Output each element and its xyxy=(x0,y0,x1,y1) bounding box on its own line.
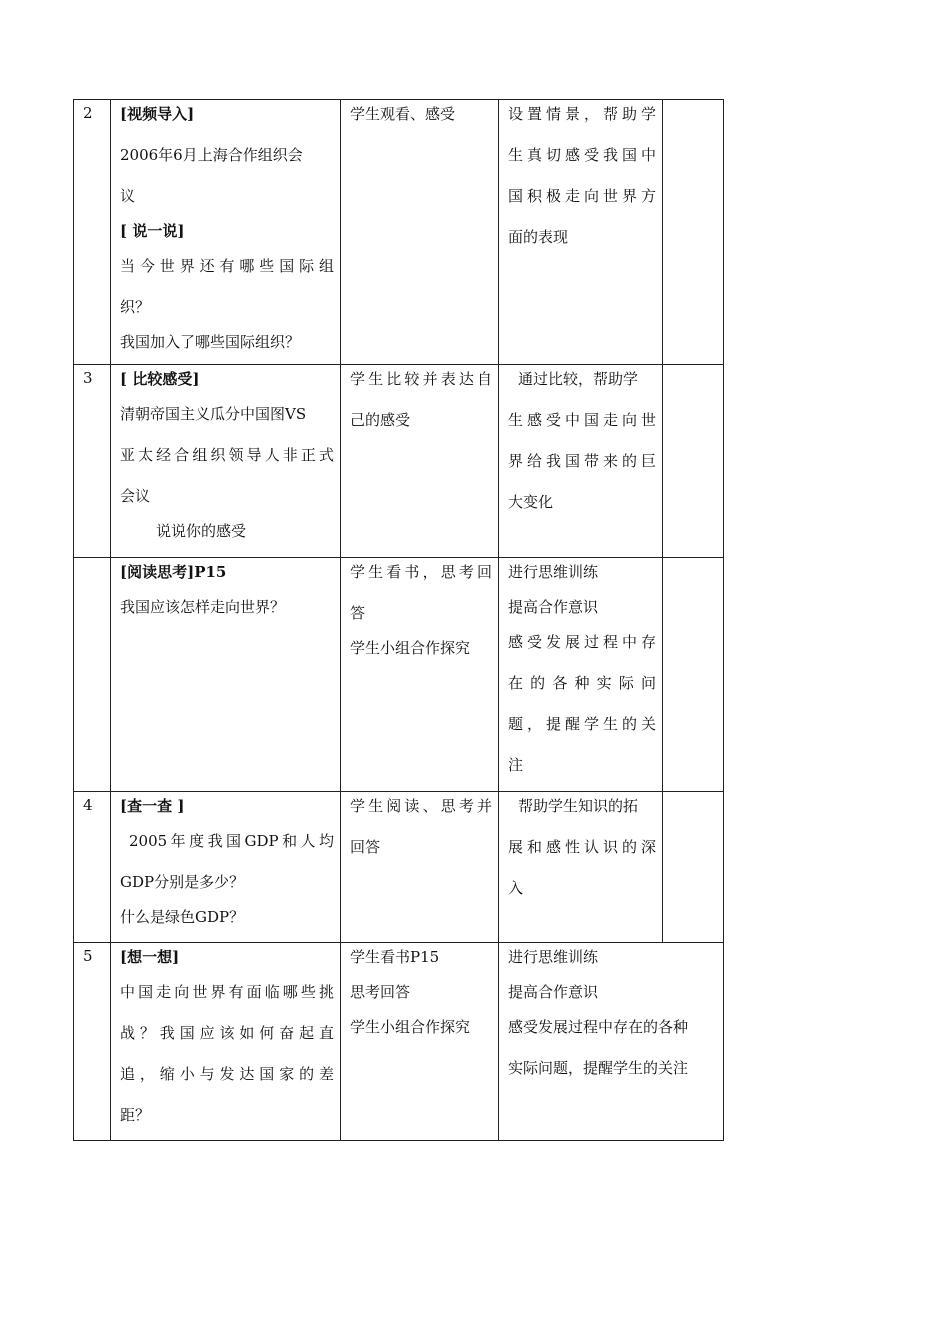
content-line: 说说你的感受 xyxy=(156,522,247,540)
content-line: 会议 xyxy=(120,487,151,505)
section-heading: [查一查 ] xyxy=(120,797,185,815)
content-line: 清朝帝国主义瓜分中国图VS xyxy=(120,405,307,423)
content-cell xyxy=(111,943,341,1141)
content-line: 追，缩小与发达国家的差 xyxy=(120,1065,334,1083)
section-heading: [ 说一说] xyxy=(120,222,185,240)
purpose-cell-merged xyxy=(499,943,724,1141)
student-line: 学生看书P15 xyxy=(350,948,440,966)
purpose-line: 设置情景，帮助学 xyxy=(508,105,656,123)
content-cell xyxy=(111,558,341,792)
notes-cell xyxy=(663,100,724,365)
content-line: 议 xyxy=(120,187,136,205)
student-line: 己的感受 xyxy=(350,411,411,429)
content-cell xyxy=(111,365,341,558)
content-line: 战？我国应该如何奋起直 xyxy=(120,1024,334,1042)
row-number: 2 xyxy=(83,104,93,122)
student-line: 思考回答 xyxy=(350,983,411,1001)
purpose-line: 国积极走向世界方 xyxy=(508,187,656,205)
student-line: 学生看书，思考回 xyxy=(350,563,492,581)
row-number-cell xyxy=(74,943,111,1141)
purpose-cell xyxy=(499,558,663,792)
purpose-line: 感受发展过程中存在的各种 xyxy=(508,1018,689,1036)
purpose-cell xyxy=(499,100,663,365)
content-line: 2006年6月上海合作组织会 xyxy=(120,146,303,164)
content-cell xyxy=(111,792,341,943)
purpose-line: 提高合作意识 xyxy=(508,983,599,1001)
student-activity-cell xyxy=(341,943,499,1141)
purpose-line: 注 xyxy=(508,756,524,774)
purpose-cell xyxy=(499,365,663,558)
row-number-cell xyxy=(74,792,111,943)
content-line: 亚太经合组织领导人非正式 xyxy=(120,446,334,464)
content-line: 我国应该怎样走向世界？ xyxy=(120,598,286,616)
purpose-cell xyxy=(499,792,663,943)
content-cell xyxy=(111,100,341,365)
purpose-line: 提高合作意识 xyxy=(508,598,599,616)
lesson-plan-table xyxy=(73,99,724,1141)
purpose-line: 入 xyxy=(508,879,524,897)
content-line: 2005年度我国GDP和人均 xyxy=(129,832,334,850)
content-line: 织？ xyxy=(120,298,151,316)
purpose-line: 题，提醒学生的关 xyxy=(508,715,656,733)
purpose-line: 实际问题，提醒学生的关注 xyxy=(508,1059,689,1077)
content-line: 当今世界还有哪些国际组 xyxy=(120,257,334,275)
purpose-line: 在的各种实际问 xyxy=(508,674,656,692)
purpose-line: 通过比较，帮助学 xyxy=(518,370,639,388)
student-activity-cell xyxy=(341,558,499,792)
student-activity-cell xyxy=(341,100,499,365)
section-heading: [ 比较感受] xyxy=(120,370,200,388)
content-line: 什么是绿色GDP？ xyxy=(120,908,245,926)
student-line: 学生阅读、思考并 xyxy=(350,797,492,815)
purpose-line: 进行思维训练 xyxy=(508,948,599,966)
purpose-line: 进行思维训练 xyxy=(508,563,599,581)
content-line: GDP分别是多少？ xyxy=(120,873,245,891)
student-line: 学生小组合作探究 xyxy=(350,639,471,657)
table-row xyxy=(74,943,724,1141)
notes-cell xyxy=(663,792,724,943)
student-activity-cell xyxy=(341,365,499,558)
row-number: 4 xyxy=(83,796,93,814)
row-number-cell xyxy=(74,558,111,792)
content-line: 距？ xyxy=(120,1106,151,1124)
student-activity-cell xyxy=(341,792,499,943)
table-row xyxy=(74,558,724,792)
row-number xyxy=(74,558,110,562)
section-heading: [阅读思考]P15 xyxy=(120,563,227,581)
row-number-cell xyxy=(74,100,111,365)
student-line: 回答 xyxy=(350,838,381,856)
row-number: 5 xyxy=(83,947,93,965)
table-row xyxy=(74,100,724,365)
purpose-line: 生感受中国走向世 xyxy=(508,411,656,429)
student-line: 学生小组合作探究 xyxy=(350,1018,471,1036)
purpose-line: 面的表现 xyxy=(508,228,569,246)
purpose-line: 展和感性认识的深 xyxy=(508,838,656,856)
row-number: 3 xyxy=(83,369,93,387)
section-heading: [视频导入] xyxy=(120,105,195,123)
purpose-line: 帮助学生知识的拓 xyxy=(518,797,639,815)
notes-cell xyxy=(663,558,724,792)
student-line: 学生比较并表达自 xyxy=(350,370,492,388)
table-row xyxy=(74,792,724,943)
purpose-line: 界给我国带来的巨 xyxy=(508,452,656,470)
section-heading: [想一想] xyxy=(120,948,180,966)
purpose-line: 大变化 xyxy=(508,493,554,511)
notes-cell xyxy=(663,365,724,558)
student-line: 答 xyxy=(350,604,366,622)
table-row xyxy=(74,365,724,558)
row-number-cell xyxy=(74,365,111,558)
purpose-line: 感受发展过程中存 xyxy=(508,633,656,651)
purpose-line: 生真切感受我国中 xyxy=(508,146,656,164)
content-line: 中国走向世界有面临哪些挑 xyxy=(120,983,334,1001)
student-line: 学生观看、感受 xyxy=(350,105,456,123)
content-line: 我国加入了哪些国际组织？ xyxy=(120,333,301,351)
